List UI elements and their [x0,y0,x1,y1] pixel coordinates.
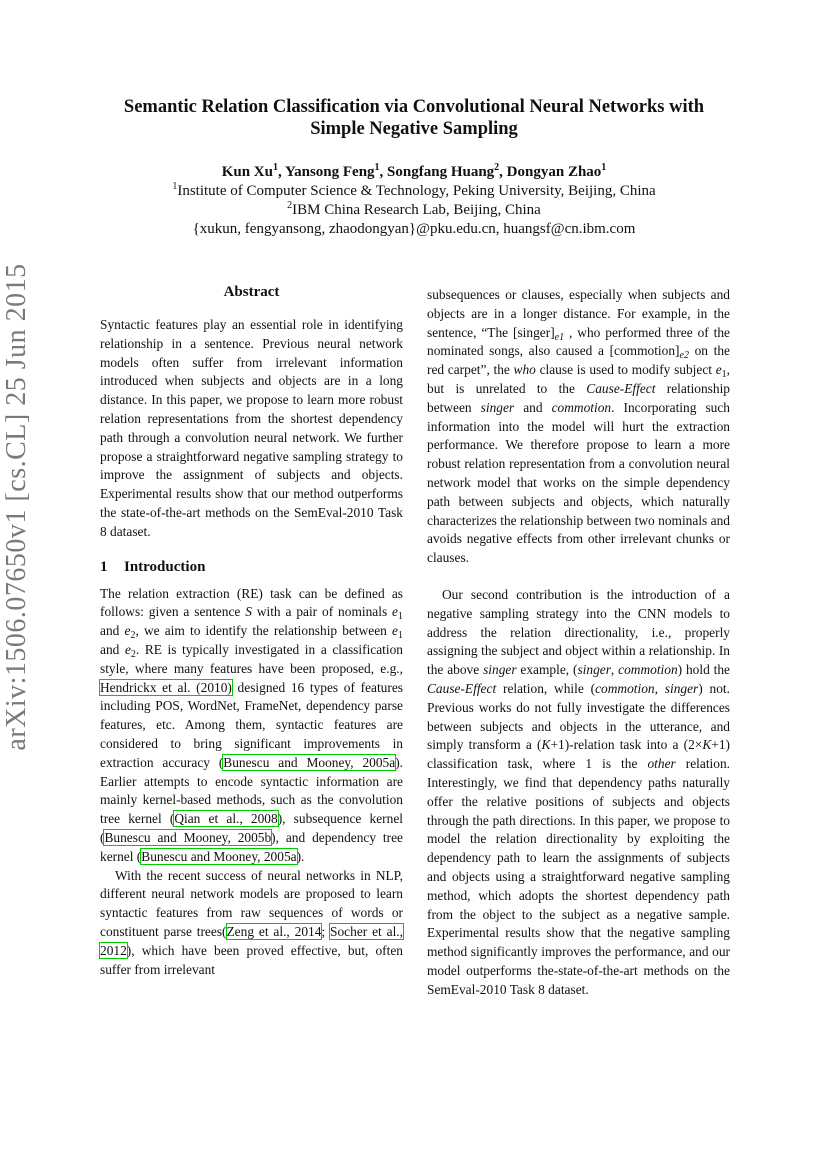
text-run: example, ( [516,662,578,678]
affiliation-mark: 2 [494,162,500,173]
text-run: , [610,662,619,678]
math-symbol: S [245,604,252,620]
emphasis: singer [664,680,699,696]
math-subscript: 1 [398,630,403,642]
text-run: ) not. Previous works do not fully investigate the differences between subjects and objects in the utterance, and simply transform a ( [427,680,731,753]
emphasis: singer [577,662,611,678]
citation-link[interactable]: Bunescu and Mooney, 2005a [223,754,396,770]
citation-link[interactable]: Bunescu and Mooney, 2005a [141,848,297,864]
left-column [100,282,403,979]
right-column [427,286,730,999]
paragraph-gap [427,568,730,586]
section-title: Introduction [124,558,206,575]
intro-paragraph-1 [100,585,403,867]
affiliation-mark: 1 [272,162,278,173]
text-run: relationship between [427,380,730,415]
emphasis: Cause-Effect [586,380,656,396]
title-line-2: Simple Negative Sampling [310,119,518,139]
math-symbol: K [541,737,551,753]
text-run: on the red carpet”, the [427,343,731,378]
author-block [90,163,738,239]
affiliation-text: Institute of Computer Science & Technology, Peking University, Beijing, China [177,183,656,199]
author-emails: {xukun, fengyansong, zhaodongyan}@pku.edu.cn, huangsf@cn.ibm.com [192,221,636,237]
citation-link[interactable]: Socher et al., 2012 [100,923,403,958]
text-run: and [100,623,125,639]
emphasis: other [647,756,676,772]
text-run: +1) classification task, where 1 is the [427,737,730,772]
intro-paragraph-continued [427,286,730,568]
emphasis: singer [483,662,517,678]
text-run: With the recent success of neural networks in NLP, different neural network models are proposed to learn syntactic features from raw sequences of words or constituent parse trees( [100,867,403,939]
text-run: , [654,680,665,696]
text-run: and [514,399,552,415]
emphasis: singer [480,399,515,415]
text-run: The relation extraction (RE) task can be defined as follows: given a sentence [100,585,403,620]
section-heading [100,557,403,577]
arxiv-sidebar-stamp: arXiv:1506.07650v1 [cs.CL] 25 Jun 2015 [1,263,32,751]
citation-link[interactable]: Bunescu and Mooney, 2005b [104,829,272,845]
math-subscript: e2 [679,350,689,362]
math-subscript: e1 [554,331,565,343]
math-subscript: 2 [130,630,136,642]
text-run: ) hold the [677,662,731,678]
citation-link[interactable]: Zeng et al., 2014 [226,923,322,939]
text-run: ). [296,848,305,864]
text-run: . Incorporating such information into the model will hurt the extraction performance. We therefore propose to learn a more robust relation representation from a convolution neural network model that works on the simple dependency path between subjects and objects, which naturally characterizes the relationship between two nominals and avoids negative effects from other irrelevant chunks or clauses. [427,399,731,566]
math-symbol: e [392,623,398,639]
affiliation-mark: 2 [287,200,293,211]
author-name: Yansong Feng [284,164,375,180]
author-name: Dongyan Zhao [506,164,602,180]
emphasis: commotion [595,680,655,696]
math-symbol: e [715,362,722,378]
text-run: relation. Interestingly, we find that dependency paths naturally offer the relative positions of subjects and objects through the path directions. In this paper, we propose to model the relation directionality by exploiting the dependency path to learn the assignments of subjects and objects using a straightforward negative sampling method, which adopts the shortest dependency path from the object to the subject as a negative sample. Experimental results show that the negative sampling method significantly improves the performance, and our model outperforms the-state-of-the-art methods on the SemEval-2010 Task 8 dataset. [427,756,730,997]
math-subscript: 1 [398,611,403,623]
math-symbol: K [702,737,712,753]
text-run: ; [321,923,331,939]
emphasis: Cause-Effect [427,680,497,696]
text-run: designed 16 types of features including POS, WordNet, FrameNet, dependency parse features, etc. Among them, syntactic features are considered to bring significant improvements in extraction accuracy ( [100,679,403,770]
math-symbol: e [124,641,131,657]
text-run: ). Earlier attempts to encode syntactic information are mainly kernel-based methods, such as the convolution tree kernel ( [100,754,403,827]
section-number: 1 [100,558,108,575]
text-run: ), subsequence kernel ( [100,811,403,845]
math-subscript: 1 [721,369,727,381]
intro-paragraph-2 [100,867,403,980]
author-name: Songfang Huang [387,164,495,180]
text-run: , who performed three of the nominated songs, also caused a [commotion] [427,324,731,359]
text-run: , we aim to identify the relationship between [135,623,393,639]
text-run: subsequences or clauses, especially when subjects and objects are in a longer distance. For example, in the sentence, “The [singer] [427,287,730,340]
text-run: . RE is typically investigated in a classification style, where many features have been proposed, e.g., [100,641,404,676]
math-subscript: 2 [130,648,136,660]
title-line-1: Semantic Relation Classification via Convolutional Neural Networks with [123,97,705,117]
math-symbol: e [124,623,131,639]
citation-link[interactable]: Qian et al., 2008 [174,811,278,827]
abstract-heading: Abstract [223,284,280,300]
affiliation-text: IBM China Research Lab, Beijing, China [292,202,541,218]
affiliation-mark: 1 [172,181,178,192]
abstract-text: Syntactic features play an essential role in identifying relationship in a sentence. Previous neural network models often suffer from irrelevant information introduced when subjects and objects are in a long distance. In this paper, we propose to learn more robust relation representations from the shortest dependency path through a convolution neural network. We further propose a straightforward negative sampling strategy to improve the assignment of subjects and objects. Experimental results show that our method outperforms the state-of-the-art methods on the SemEval-2010 Task 8 dataset. [100,317,403,539]
text-run: Our second contribution is the introduction of a negative sampling strategy into the CNN models to address the relation directionality, i.e., properly assigning the subject and object within a relationship. In the above [427,586,730,678]
affiliation-2 [90,201,738,220]
text-run: and [100,641,125,657]
author-name: Kun Xu [221,164,273,180]
text-run: clause is used to modify subject [535,362,716,378]
intro-paragraph-3 [427,586,730,1000]
citation-link[interactable]: Hendrickx et al. (2010) [100,679,232,695]
emphasis: who [513,362,536,378]
text-run: +1)-relation task into a (2× [550,737,703,753]
math-symbol: e [392,604,398,620]
emphasis: commotion [551,399,612,415]
text-run: ), and dependency tree kernel ( [100,829,403,864]
affiliation-1 [90,182,738,201]
text-run: , but is unrelated to the [427,362,730,396]
affiliation-mark: 1 [601,162,607,173]
affiliation-mark: 1 [374,162,380,173]
paper-title [90,96,738,140]
author-names: Kun Xu$^1$, Yansong Feng$^1$, Songfang Huang$^2$, Dongyan Zhao$^1$ [221,162,607,180]
text-run: with a pair of nominals [251,604,393,620]
emphasis: commotion [618,662,678,678]
text-run: ), which have been proved effective, but, often suffer from irrelevant [100,942,403,977]
text-run: relation, while ( [496,680,596,696]
